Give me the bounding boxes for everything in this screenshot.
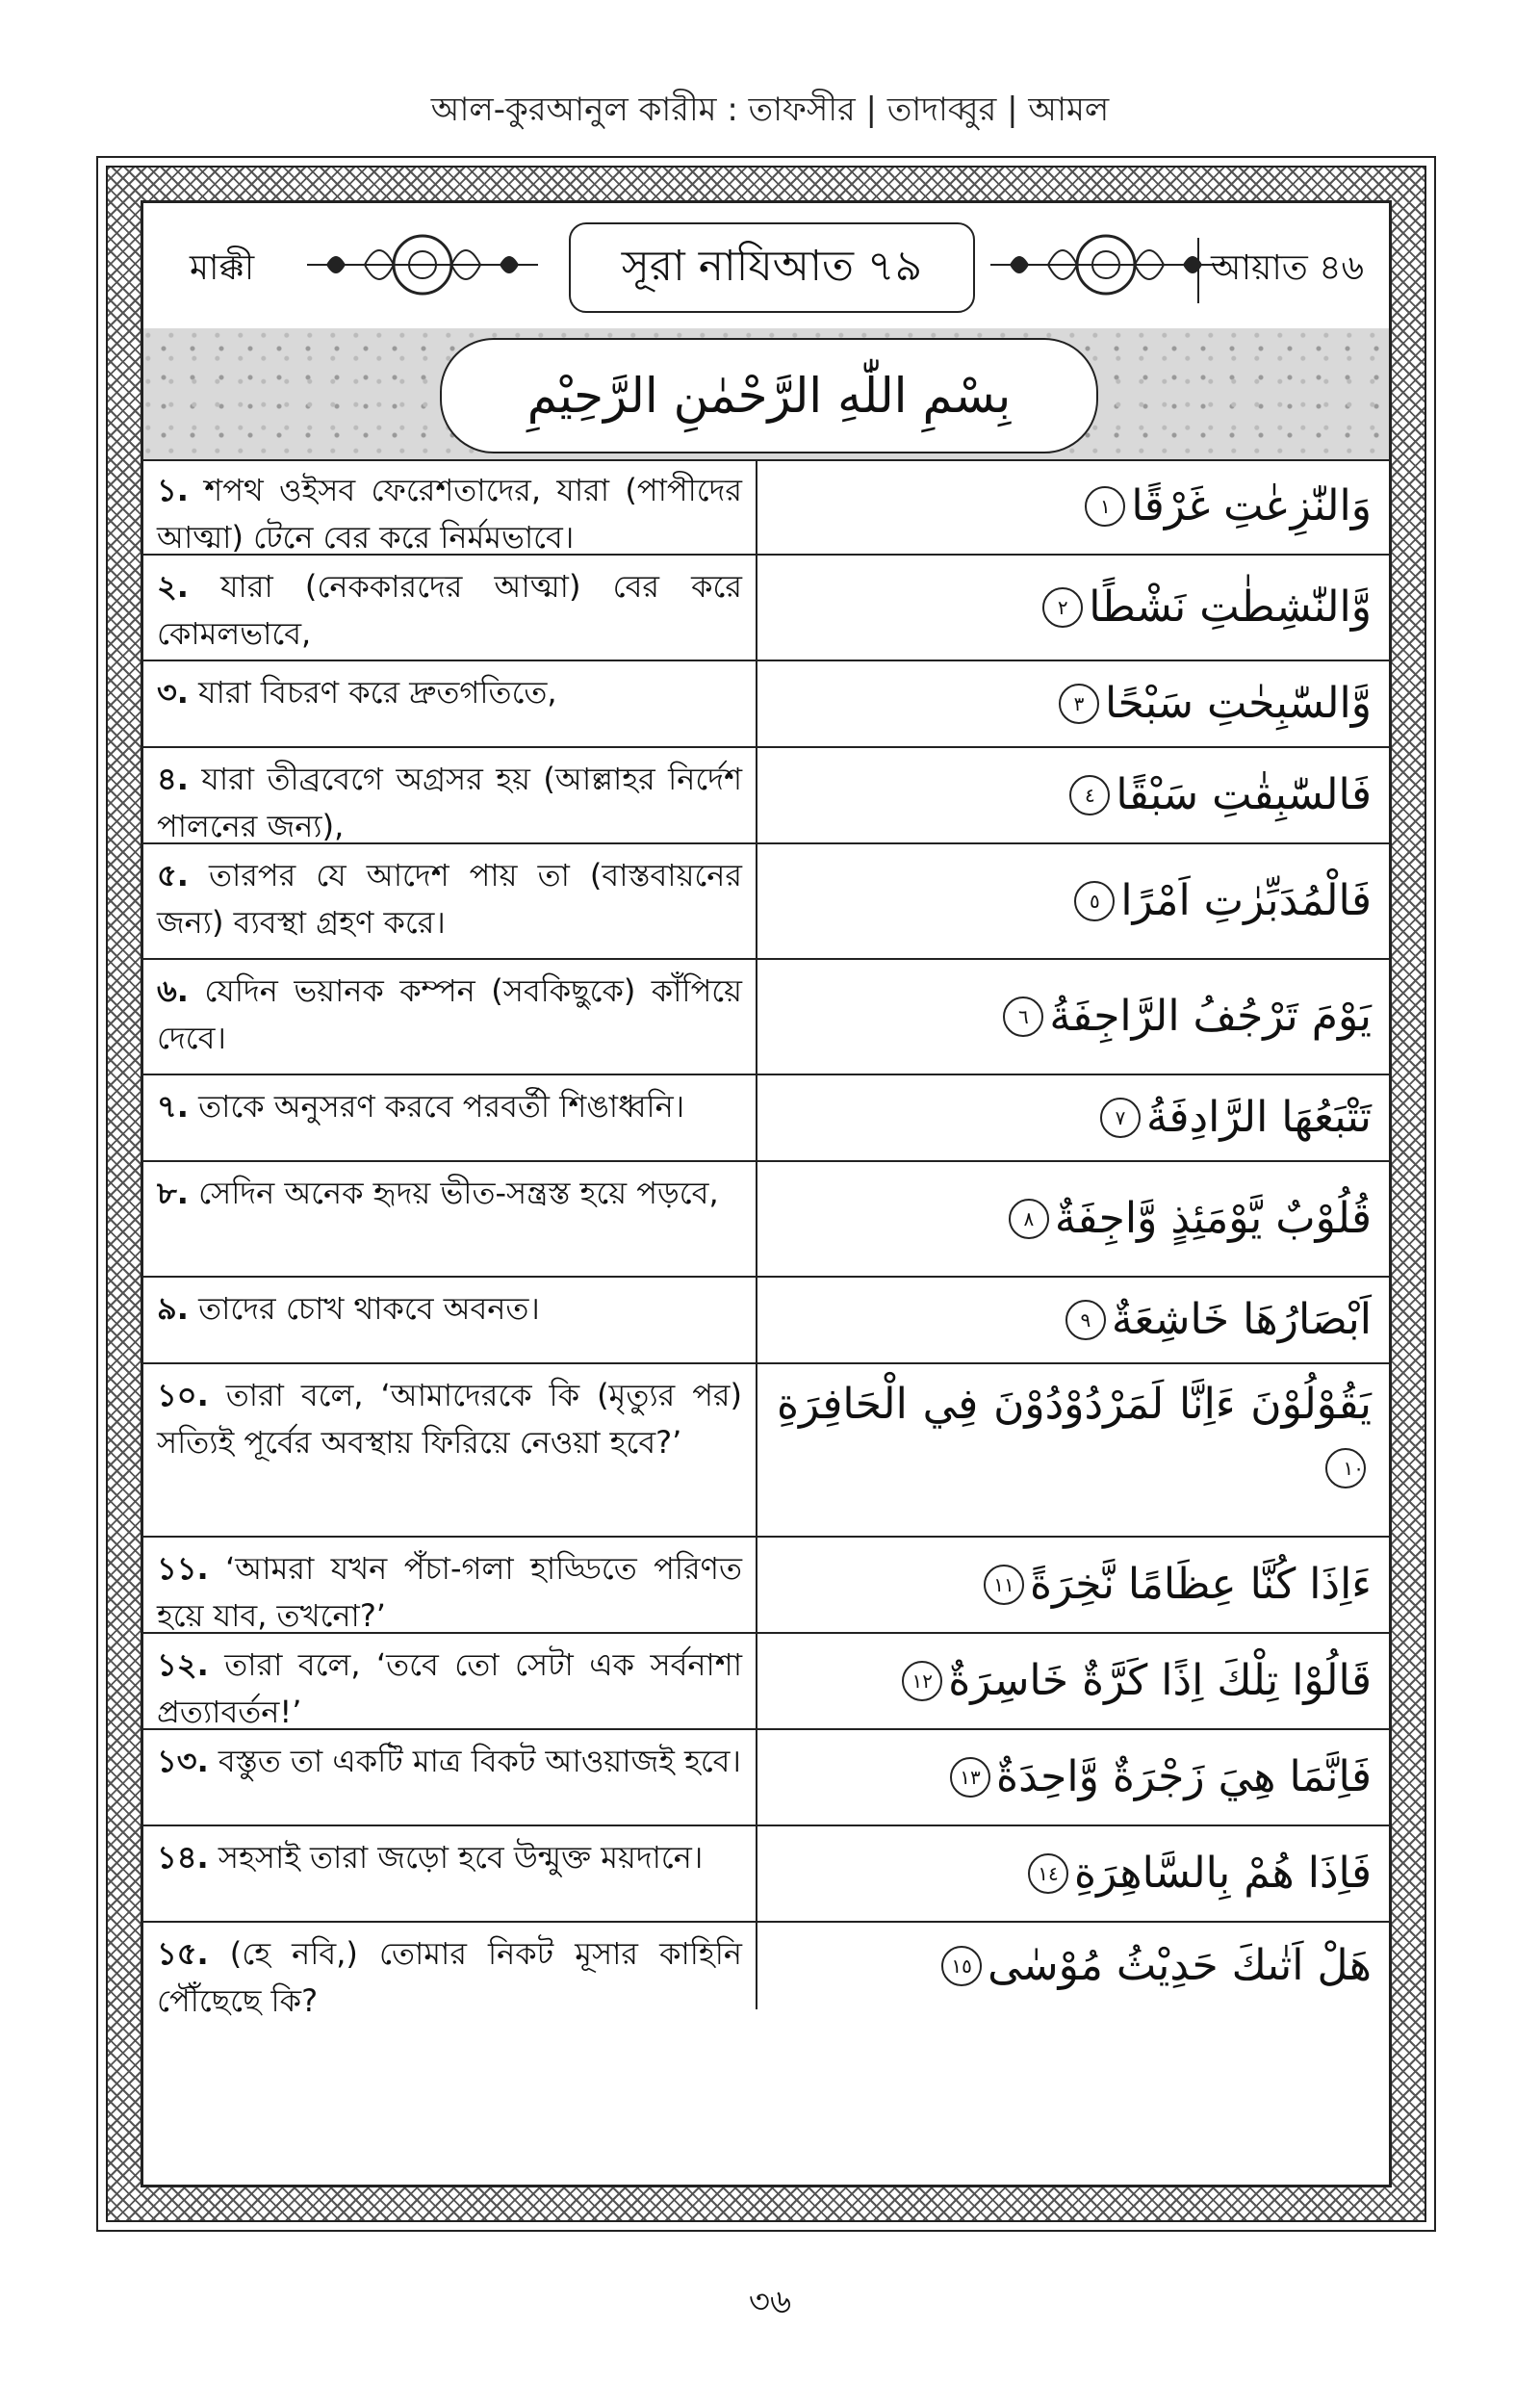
ayah-end-marker-icon: ٤ (1069, 775, 1110, 815)
verse-row (143, 1538, 1389, 1634)
translation-text: সেদিন অনেক হৃদয় ভীত-সন্ত্রস্ত হয়ে পড়বে, (198, 1175, 719, 1211)
verse-row (143, 1162, 1389, 1278)
verse-row (143, 1730, 1389, 1826)
verse-table (143, 459, 1389, 2019)
ayah-end-marker-icon: ١٥ (941, 1946, 982, 1986)
verse-row (143, 459, 1389, 556)
translation-text: (হে নবি,) তোমার নিকট মূসার কাহিনি পৌঁছেছে কি? (157, 1935, 742, 2019)
arabic-verse (759, 748, 1389, 842)
bangla-translation (143, 1278, 757, 1362)
ayah-end-marker-icon: ٣ (1059, 684, 1099, 724)
verse-number: ৮. (157, 1175, 189, 1211)
arabic-text: وَّالسّٰبِحٰتِ سَبْحًا (1105, 679, 1372, 728)
bangla-translation (143, 960, 757, 1074)
arabic-verse (759, 1634, 1389, 1728)
running-header: আল-কুরআনুল কারীম : তাফসীর | তাদাব্বুর | আমল (430, 91, 1110, 129)
arabic-text: تَتْبَعُهَا الرَّادِفَةُ (1145, 1093, 1372, 1142)
bangla-translation (143, 1923, 757, 2019)
arabic-verse (759, 1730, 1389, 1825)
bangla-translation (143, 1730, 757, 1825)
bangla-translation (143, 556, 757, 660)
translation-text: তাদের চোখ থাকবে অবনত। (198, 1290, 540, 1327)
arabic-verse (759, 1075, 1389, 1160)
arabic-text: قَالُوْا تِلْكَ اِذًا كَرَّةٌ خَاسِرَةٌ (948, 1656, 1372, 1705)
bangla-translation (143, 459, 757, 554)
arabic-text: فَالسّٰبِقٰتِ سَبْقًا (1116, 770, 1372, 819)
bangla-translation (143, 661, 757, 746)
ayah-end-marker-icon: ١٤ (1028, 1853, 1068, 1894)
bangla-translation (143, 1634, 757, 1728)
arabic-verse (759, 556, 1389, 660)
ayah-end-marker-icon: ١٠ (1325, 1448, 1366, 1488)
floral-ornament-icon (990, 217, 1221, 313)
arabic-text: فَالْمُدَبِّرٰتِ اَمْرًا (1120, 876, 1372, 925)
content-frame (141, 200, 1392, 2187)
verse-row (143, 556, 1389, 661)
arabic-verse (759, 1923, 1389, 2009)
verse-row (143, 1075, 1389, 1162)
ayah-end-marker-icon: ٧ (1100, 1098, 1141, 1138)
ayah-end-marker-icon: ٢ (1042, 587, 1083, 628)
verse-row (143, 1923, 1389, 2019)
surah-title-bar (143, 203, 1389, 330)
floral-ornament-icon (307, 217, 538, 313)
verse-row (143, 844, 1389, 960)
arabic-text: وَالنّٰزِعٰتِ غَرْقًا (1131, 481, 1372, 531)
arabic-verse (759, 960, 1389, 1074)
arabic-verse (759, 1826, 1389, 1921)
verse-number: ১১. (157, 1550, 209, 1587)
arabic-text: قُلُوْبٌ يَّوْمَئِذٍ وَّاجِفَةٌ (1054, 1194, 1372, 1243)
verse-number: ২. (157, 568, 189, 605)
arabic-verse (759, 459, 1389, 554)
bismillah-band (143, 328, 1389, 461)
ayah-end-marker-icon: ١٢ (902, 1661, 942, 1701)
ayah-end-marker-icon: ٦ (1003, 996, 1043, 1037)
ayah-end-marker-icon: ١٣ (950, 1757, 990, 1798)
verse-number: ৫. (157, 857, 189, 893)
arabic-verse (759, 1364, 1389, 1536)
bangla-translation (143, 748, 757, 842)
verse-number: ৭. (157, 1088, 189, 1125)
translation-text: যারা তীব্রবেগে অগ্রসর হয় (আল্লাহর নির্দেশ পালনের জন্য), (157, 761, 743, 844)
arabic-text: وَّالنّٰشِطٰتِ نَشْطًا (1089, 582, 1372, 632)
verse-number: ৬. (157, 972, 189, 1009)
translation-text: যারা (নেককারদের আত্মা) বের করে কোমলভাবে, (157, 568, 742, 652)
arabic-verse (759, 1278, 1389, 1362)
ayat-count: আয়াত ৪৬ (1197, 238, 1375, 303)
translation-text: তাকে অনুসরণ করবে পরবর্তী শিঙাধ্বনি। (198, 1088, 685, 1125)
translation-text: তারা বলে, ‘তবে তো সেটা এক সর্বনাশা প্রত্যাবর্তন!’ (157, 1646, 742, 1730)
arabic-text: اَبْصَارُهَا خَاشِعَةٌ (1111, 1295, 1372, 1344)
verse-number: ১. (157, 472, 189, 508)
ayah-end-marker-icon: ٩ (1065, 1300, 1106, 1340)
arabic-text: فَاِذَا هُمْ بِالسَّاهِرَةِ (1074, 1849, 1372, 1898)
arabic-verse (759, 1538, 1389, 1632)
verse-number: ১৫. (157, 1935, 209, 1972)
translation-text: সহসাই তারা জড়ো হবে উন্মুক্ত ময়দানে। (218, 1839, 704, 1876)
bangla-translation (143, 1162, 757, 1276)
translation-text: তারা বলে, ‘আমাদেরকে কি (মৃত্যুর পর) সত্যিই পূর্বের অবস্থায় ফিরিয়ে নেওয়া হবে?’ (157, 1377, 743, 1461)
page-number: ৩৬ (748, 2283, 792, 2321)
arabic-text: هَلْ اَتٰىكَ حَدِيْثُ مُوْسٰى (988, 1941, 1372, 1990)
translation-text: যারা বিচরণ করে দ্রুতগতিতে, (198, 674, 557, 711)
verse-row (143, 1634, 1389, 1730)
surah-title: সূরা নাযিআত ৭৯ (569, 222, 975, 313)
verse-row (143, 1364, 1389, 1538)
verse-number: ১৪. (157, 1839, 209, 1876)
verse-number: ৩. (157, 674, 189, 711)
arabic-verse (759, 844, 1389, 958)
verse-row (143, 1826, 1389, 1923)
bangla-translation (143, 1538, 757, 1632)
verse-row (143, 960, 1389, 1075)
verse-row (143, 1278, 1389, 1364)
verse-number: ১০. (157, 1377, 209, 1413)
translation-text: বস্তুত তা একটি মাত্র বিকট আওয়াজই হবে। (218, 1743, 741, 1779)
arabic-text: يَقُوْلُوْنَ ءَاِنَّا لَمَرْدُوْدُوْنَ فِي الْحَافِرَةِ (777, 1380, 1372, 1429)
arabic-verse (759, 661, 1389, 746)
translation-text: শপথ ওইসব ফেরেশতাদের, যারা (পাপীদের আত্মা) টেনে বের করে নির্মমভাবে। (157, 472, 742, 556)
page-frame (96, 156, 1436, 2232)
translation-text: তারপর যে আদেশ পায় তা (বাস্তবায়নের জন্য) ব্যবস্থা গ্রহণ করে। (157, 857, 742, 941)
arabic-verse (759, 1162, 1389, 1276)
arabic-text: فَاِنَّمَا هِيَ زَجْرَةٌ وَّاحِدَةٌ (996, 1752, 1372, 1801)
ayah-end-marker-icon: ١ (1085, 486, 1125, 527)
verse-number: ১২. (157, 1646, 209, 1683)
verse-number: ১৩. (157, 1743, 209, 1779)
bangla-translation (143, 1364, 757, 1536)
ayah-end-marker-icon: ٨ (1009, 1199, 1049, 1239)
bismillah: بِسْمِ اللّٰهِ الرَّحْمٰنِ الرَّحِيْمِ (440, 338, 1098, 453)
verse-number: ৪. (157, 761, 189, 797)
bangla-translation (143, 1826, 757, 1921)
ayah-end-marker-icon: ١١ (984, 1565, 1024, 1605)
ayah-end-marker-icon: ٥ (1074, 881, 1115, 921)
verse-row (143, 748, 1389, 844)
verse-row (143, 661, 1389, 748)
arabic-text: يَوْمَ تَرْجُفُ الرَّاجِفَةُ (1049, 992, 1372, 1041)
translation-text: যেদিন ভয়ানক কম্পন (সবকিছুকে) কাঁপিয়ে দেবে। (157, 972, 743, 1056)
revelation-label: মাক্কী (190, 248, 255, 288)
arabic-text: ءَاِذَا كُنَّا عِظَامًا نَّخِرَةً (1029, 1560, 1372, 1609)
bangla-translation (143, 1075, 757, 1160)
bangla-translation (143, 844, 757, 958)
translation-text: ‘আমরা যখন পঁচা-গলা হাড্ডিতে পরিণত হয়ে যাব, তখনো?’ (157, 1550, 743, 1634)
verse-number: ৯. (157, 1290, 189, 1327)
